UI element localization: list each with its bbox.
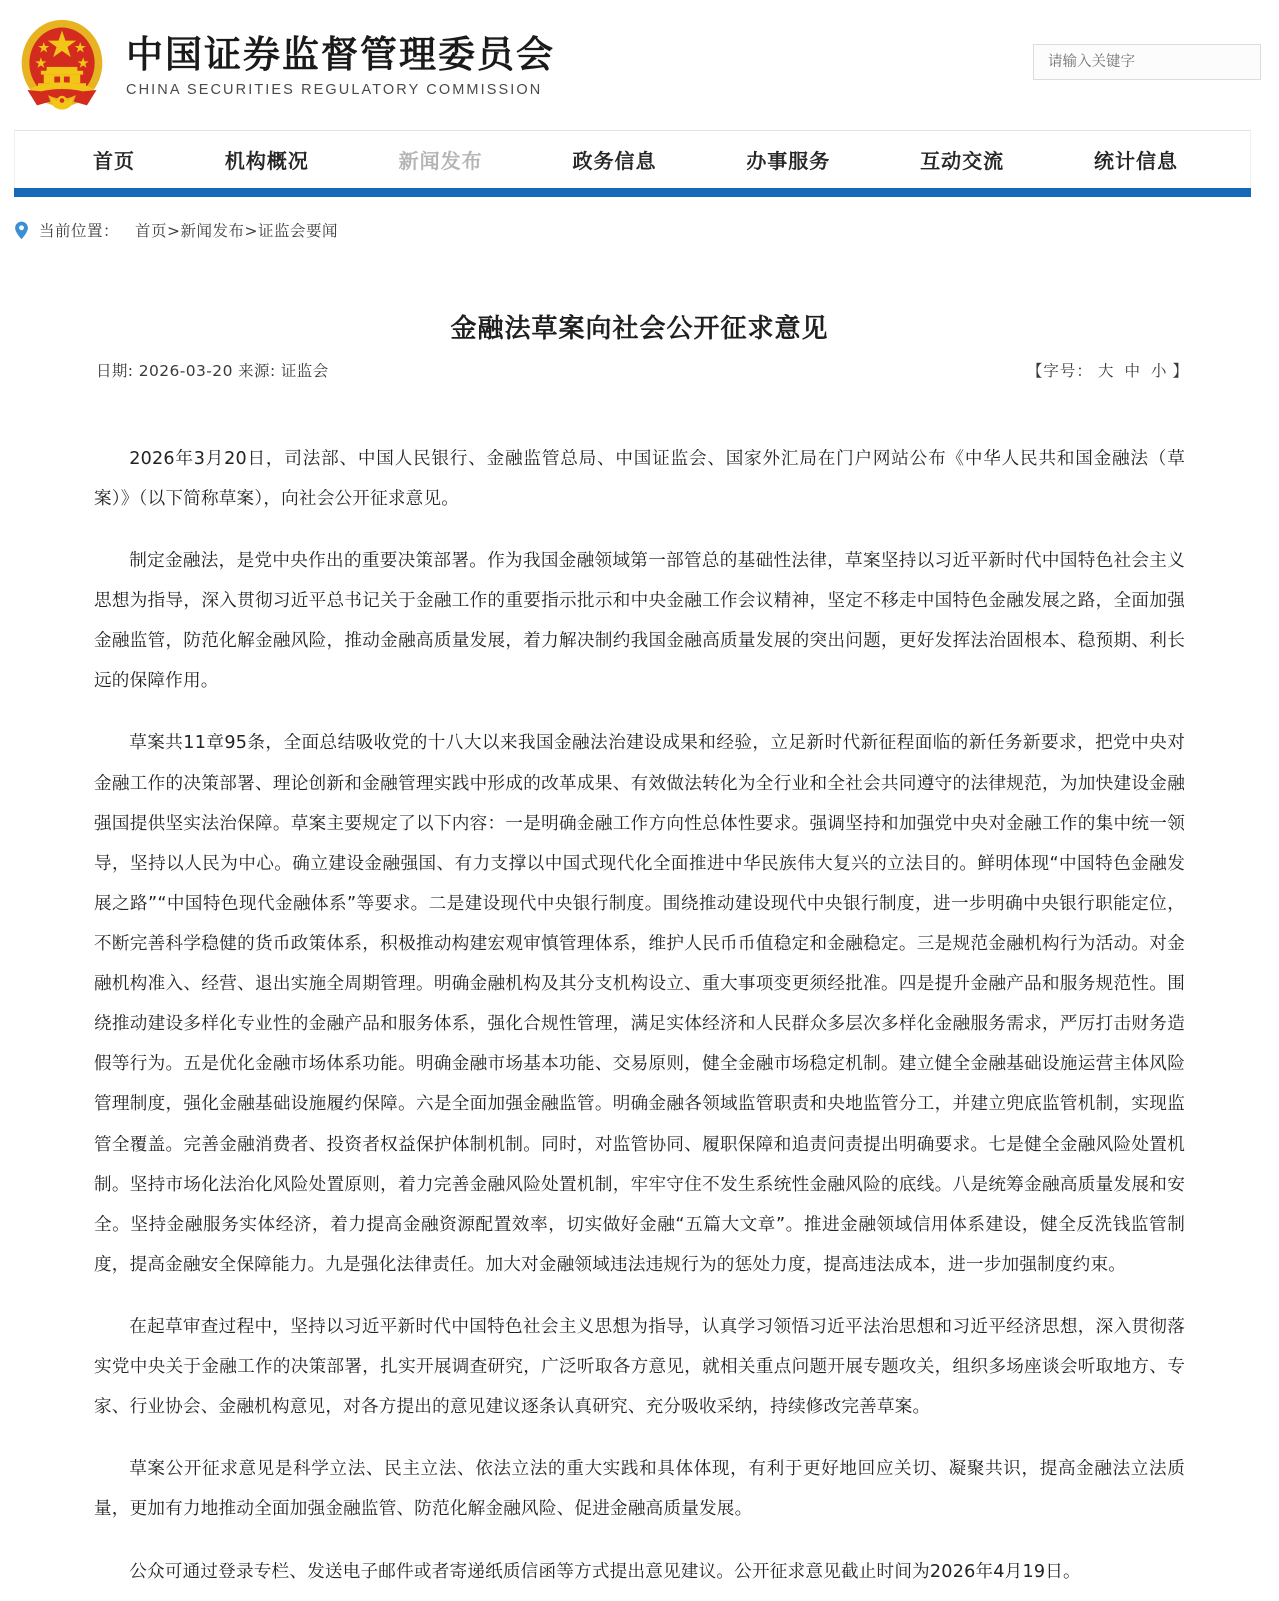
org-name-cn: 中国证券监督管理委员会 [126,32,555,76]
site-header [0,0,1279,130]
nav-accent-bar [14,188,1251,197]
article [0,313,1279,1592]
article-date-source: 日期: 2026-03-20 来源: 证监会 [96,361,329,380]
location-pin-icon [14,221,29,240]
font-size-medium[interactable]: 中 [1124,361,1141,380]
org-name-en: CHINA SECURITIES REGULATORY COMMISSION [126,82,543,99]
nav-item-interaction[interactable]: 互动交流 [920,149,1005,173]
search-box[interactable] [1033,44,1261,80]
main-navigation [14,130,1251,188]
search-input[interactable] [1046,53,1248,71]
font-size-suffix: 】 [1172,361,1189,380]
article-body [88,439,1191,1592]
page-title: 金融法草案向社会公开征求意见 [450,314,829,344]
header-right [1033,44,1261,86]
nav-item-about[interactable]: 机构概况 [224,149,309,173]
nav-item-statistics[interactable]: 统计信息 [1093,149,1178,173]
article-paragraph: 草案公开征求意见是科学立法、民主立法、依法立法的重大实践和具体体现，有利于更好地回应关切、凝聚共识，提高金融法立法质量，更加有力地推动全面加强金融监管、防范化解金融风险、促进金融高质量发展。 [94,1459,1185,1520]
breadcrumb-label: 当前位置： [39,222,120,240]
article-paragraph: 公众可通过登录专栏、发送电子邮件或者寄递纸质信函等方式提出意见建议。公开征求意见截止时间为2026年4月19日。 [129,1561,1081,1582]
article-paragraph: 制定金融法，是党中央作出的重要决策部署。作为我国金融领域第一部管总的基础性法律，草案坚持以习近平新时代中国特色社会主义思想为指导，深入贯彻习近平总书记关于金融工作的重要指示批示和中央金融工作会议精神，坚定不移走中国特色金融发展之路，全面加强金融监管，防范化解金融风险，推动金融高质量发展，着力解决制约我国金融高质量发展的突出问题，更好发挥法治固根本、稳预期、利长远的保障作用。 [94,551,1185,692]
brand-block [14,17,555,113]
font-size-large[interactable]: 大 [1097,361,1115,380]
nav-item-services[interactable]: 办事服务 [746,149,831,173]
nav-item-government-info[interactable]: 政务信息 [572,149,657,173]
breadcrumb [0,197,1279,241]
nav-list [15,131,1250,188]
article-paragraph: 草案共11章95条，全面总结吸收党的十八大以来我国金融法治建设成果和经验，立足新时代新征程面临的新任务新要求，把党中央对金融工作的决策部署、理论创新和金融管理实践中形成的改革成果、有效做法转化为全行业和全社会共同遵守的法律规范，为加快建设金融强国提供坚实法治保障。草案主要规定了以下内容：一是明确金融工作方向性总体性要求。强调坚持和加强党中央对金融工作的集中统一领导，坚持以人民为中心。确立建设金融强国、有力支撑以中国式现代化全面推进中华民族伟大复兴的立法目的。鲜明体现“中国特色金融发展之路”“中国特色现代金融体系”等要求。二是建设现代中央银行制度。围绕推动建设现代中央银行制度，进一步明确中央银行职能定位，不断完善科学稳健的货币政策体系，积极推动构建宏观审慎管理体系，维护人民币币值稳定和金融稳定。三是规范金融机构行为活动。对金融机构准入、经营、退出实施全周期管理。明确金融机构及其分支机构设立、重大事项变更须经批准。四是提升金融产品和服务规范性。围绕推动建设多样化专业性的金融产品和服务体系，强化合规性管理，满足实体经济和人民群众多层次多样化金融服务需求，严厉打击财务造假等行为。五是优化金融市场体系功能。明确金融市场基本功能、交易原则，健全金融市场稳定机制。建立健全金融基础设施运营主体风险管理制度，强化金融基础设施履约保障。六是全面加强金融监管。明确金融各领域监管职责和央地监管分工，并建立兜底监管机制，实现监管全覆盖。完善金融消费者、投资者权益保护体制机制。同时，对监管协同、履职保障和追责问责提出明确要求。七是健全金融风险处置机制。坚持市场化法治化风险处置原则，着力完善金融风险处置机制，牢牢守住不发生系统性金融风险的底线。八是统筹金融高质量发展和安全。坚持金融服务实体经济，着力提高金融资源配置效率，切实做好金融“五篇大文章”。推进金融领域信用体系建设，健全反洗钱监管制度，提高金融安全保障能力。九是强化法律责任。加大对金融领域违法违规行为的惩处力度，提高违法成本，进一步加强制度约束。 [94,733,1185,1275]
font-size-prefix: 【字号： [1026,361,1093,380]
article-paragraph: 在起草审查过程中，坚持以习近平新时代中国特色社会主义思想为指导，认真学习领悟习近平法治思想和习近平经济思想，深入贯彻落实党中央关于金融工作的决策部署，扎实开展调查研究，广泛听取各方意见，就相关重点问题开展专题攻关，组织多场座谈会听取地方、专家、行业协会、金融机构意见，对各方提出的意见建议逐条认真研究、充分吸收采纳，持续修改完善草案。 [94,1316,1185,1418]
article-meta-row [88,359,1191,381]
nav-item-home[interactable]: 首页 [93,149,135,173]
china-national-emblem-icon [14,17,110,113]
article-paragraph: 2026年3月20日，司法部、中国人民银行、金融监管总局、中国证监会、国家外汇局在门户网站公布《中华人民共和国金融法（草案）》（以下简称草案），向社会公开征求意见。 [94,448,1185,509]
breadcrumb-path[interactable]: 首页>新闻发布>证监会要闻 [135,222,338,240]
font-size-small[interactable]: 小 [1150,361,1168,380]
brand-text [126,32,555,98]
nav-item-news[interactable]: 新闻发布 [398,149,483,173]
font-size-controls [1027,359,1189,381]
